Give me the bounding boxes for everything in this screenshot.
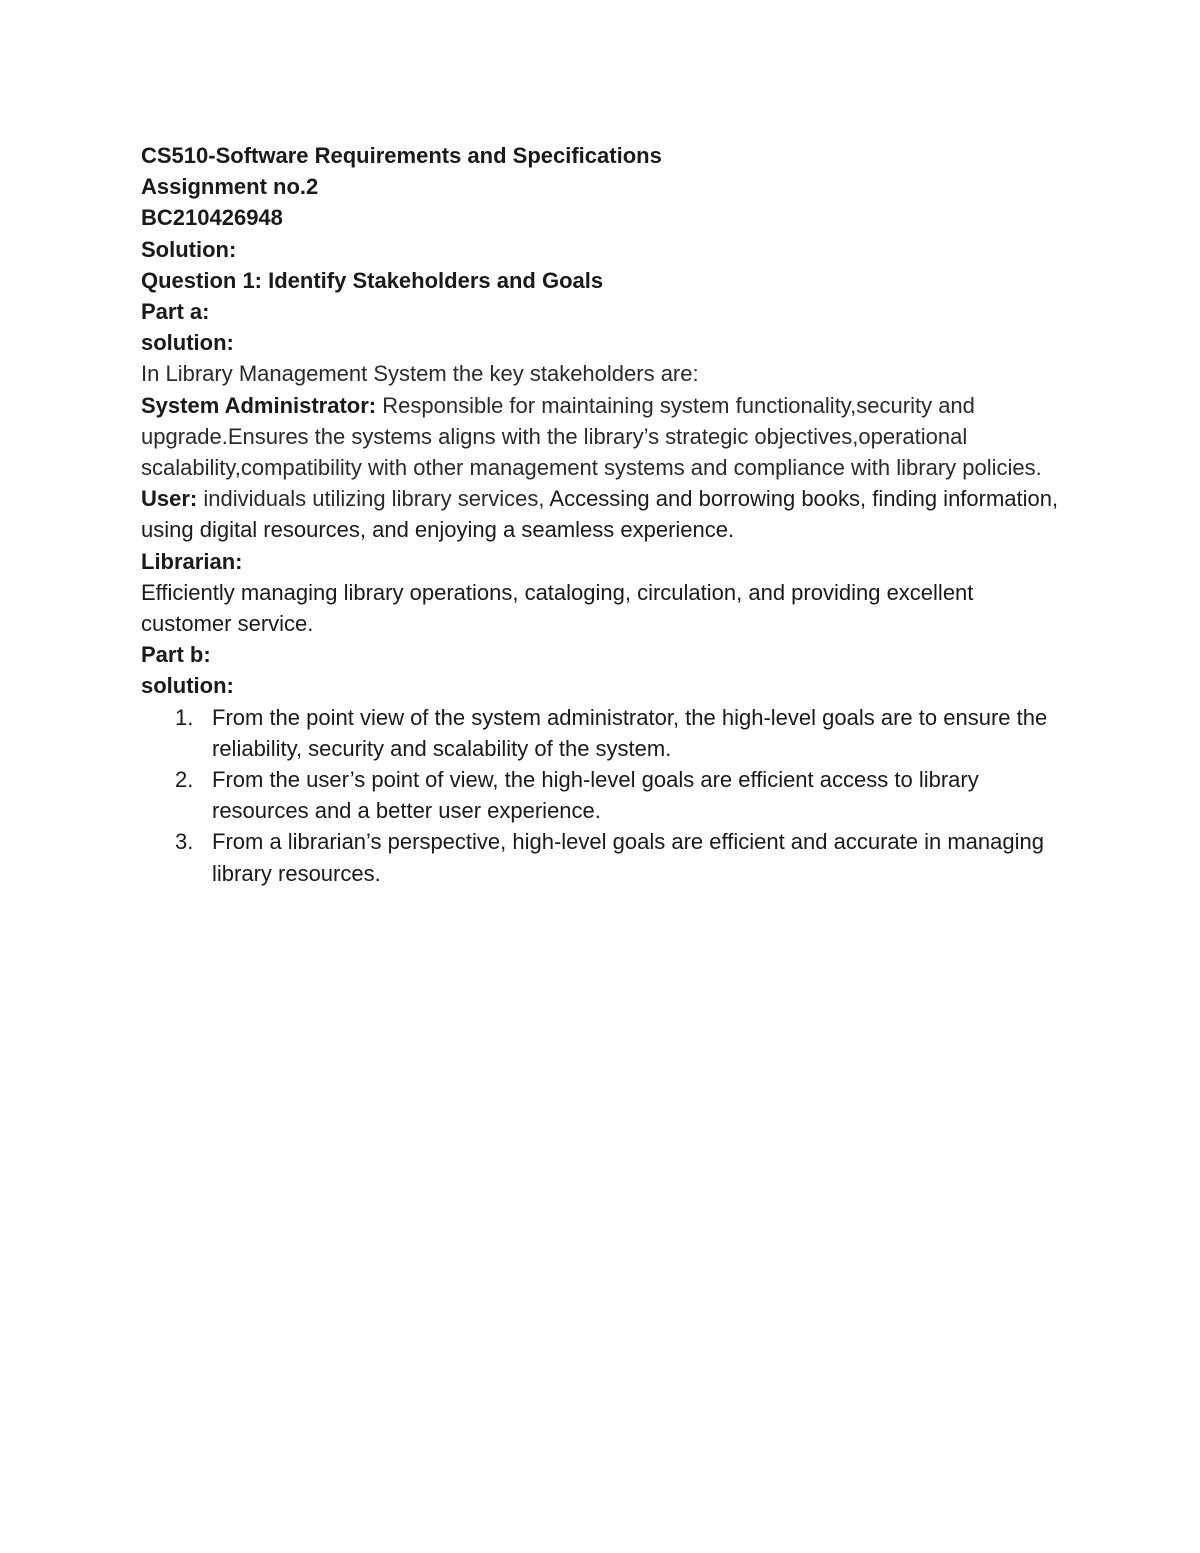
stakeholder-description: individuals utilizing library services, [197, 486, 545, 512]
stakeholder-user [141, 483, 1061, 545]
solution-heading: Solution: [141, 236, 237, 262]
stakeholder-name: User: [141, 486, 198, 512]
question-title: Question 1: Identify Stakeholders and Goals [141, 267, 604, 293]
part-b-label: Part b: [141, 642, 211, 668]
list-item [141, 702, 1061, 764]
stakeholder-name: System Administrator: [141, 392, 377, 418]
part-b-solution-label: solution: [141, 673, 234, 699]
list-number: 3. [175, 829, 194, 855]
student-id: BC210426948 [141, 205, 283, 231]
goal-text: From the user’s point of view, the high-level goals are efficient access to library resources and a better user experience. [212, 767, 979, 824]
list-number: 1. [175, 704, 194, 730]
list-item [141, 764, 1061, 826]
part-a-label: Part a: [141, 299, 210, 325]
stakeholder-librarian: Efficiently managing library operations, cataloging, circulation, and providing excellent customer service. [141, 579, 974, 637]
assignment-number: Assignment no.2 [141, 174, 319, 200]
list-number: 2. [175, 767, 194, 793]
goal-text: From the point view of the system administrator, the high-level goals are to ensure the reliability, security and scalability of the system. [212, 704, 1048, 761]
list-item [141, 826, 1061, 888]
stakeholder-description-continued: Accessing and borrowing books, finding information, using digital resources, and enjoying a seamless experience. [141, 486, 1059, 543]
document-content [141, 140, 1061, 889]
stakeholder-name: Librarian: [141, 548, 243, 574]
stakeholders-intro: In Library Management System the key stakeholders are: [141, 361, 699, 387]
goal-text: From a librarian’s perspective, high-level goals are efficient and accurate in managing library resources. [212, 829, 1044, 886]
stakeholder-system-administrator [141, 390, 1061, 484]
stakeholder-description: Responsible for maintaining system functionality,security and upgrade.Ensures the systems aligns with the library’s strategic objectives,operational scalability,compatibility with other management systems and compliance with library policies. [141, 392, 1042, 481]
course-title: CS510-Software Requirements and Specifications [141, 143, 662, 168]
part-a-solution-label: solution: [141, 330, 234, 356]
goals-list [141, 702, 1061, 889]
